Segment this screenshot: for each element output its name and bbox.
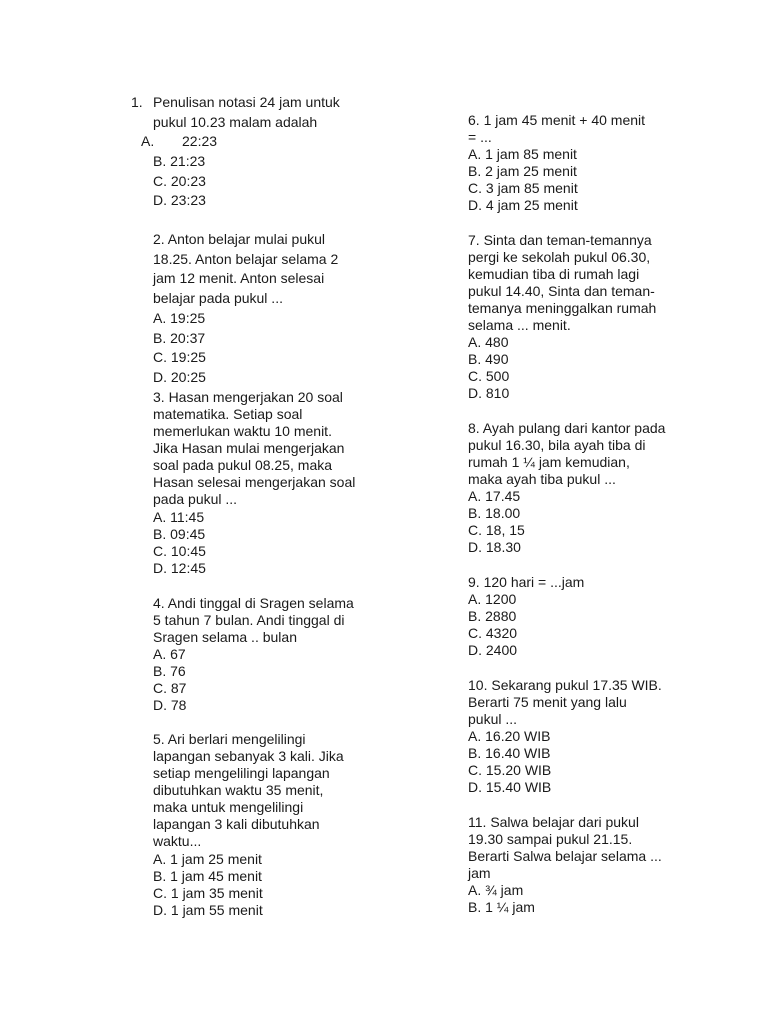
question-text: 4. Andi tinggal di Sragen selama: [153, 595, 354, 611]
question-text: lapangan 3 kali dibutuhkan: [153, 816, 320, 832]
question-text: maka untuk mengelilingi: [153, 799, 304, 815]
option-a: A. 1200: [468, 591, 517, 607]
option-d: D. 20:25: [153, 369, 206, 385]
option-d: D. 23:23: [153, 192, 206, 208]
question-text: 7. Sinta dan teman-temannya: [468, 232, 652, 248]
question-text: 19.30 sampai pukul 21.15.: [468, 831, 633, 847]
question-text: pada pukul ...: [153, 491, 238, 507]
option-b: B. 2880: [468, 608, 517, 624]
option-d: D. 2400: [468, 642, 518, 658]
question-text: pergi ke sekolah pukul 06.30,: [468, 249, 651, 265]
question-text: kemudian tiba di rumah lagi: [468, 266, 640, 282]
question-text: belajar pada pukul ...: [153, 290, 283, 306]
question-text: memerlukan waktu 10 menit.: [153, 423, 332, 439]
option-b: B. 09:45: [153, 526, 206, 542]
question-text: Jika Hasan mulai mengerjakan: [153, 440, 345, 456]
option-letter: A.: [141, 133, 155, 149]
question-text: 3. Hasan mengerjakan 20 soal: [153, 389, 343, 405]
question-text: dibutuhkan waktu 35 menit,: [153, 782, 324, 798]
option-d: D. 18.30: [468, 539, 521, 555]
option-c: C. 19:25: [153, 349, 206, 365]
question-text: Berarti Salwa belajar selama ...: [468, 848, 662, 864]
option-b: B. 18.00: [468, 505, 521, 521]
option-d: D. 810: [468, 385, 510, 401]
option-b: B. 76: [153, 663, 186, 679]
option-a: A. 11:45: [153, 509, 205, 525]
option-c: C. 10:45: [153, 543, 206, 559]
question-text: waktu...: [153, 833, 202, 849]
option-c: C. 15.20 WIB: [468, 762, 552, 778]
option-c: C. 18, 15: [468, 522, 525, 538]
option-a: A. ¾ jam: [468, 882, 524, 898]
question-text: 18.25. Anton belajar selama 2: [153, 251, 339, 267]
question-text: lapangan sebanyak 3 kali. Jika: [153, 748, 344, 764]
option-a: 22:23: [182, 133, 218, 149]
option-c: C. 87: [153, 680, 187, 696]
option-c: C. 20:23: [153, 173, 206, 189]
question-number: 1.: [131, 94, 143, 110]
option-a: A. 1 jam 85 menit: [468, 146, 577, 162]
question-text: = ...: [468, 129, 492, 145]
option-b: B. 20:37: [153, 330, 206, 346]
option-c: C. 1 jam 35 menit: [153, 885, 263, 901]
option-a: A. 480: [468, 334, 509, 350]
option-b: B. 1 jam 45 menit: [153, 868, 262, 884]
option-d: D. 1 jam 55 menit: [153, 902, 263, 918]
question-text: Sragen selama .. bulan: [153, 629, 297, 645]
option-a: A. 17.45: [468, 488, 521, 504]
question-text: temanya meninggalkan rumah: [468, 300, 657, 316]
question-text: setiap mengelilingi lapangan: [153, 765, 330, 781]
option-b: B. 2 jam 25 menit: [468, 163, 577, 179]
question-text: 2. Anton belajar mulai pukul: [153, 231, 325, 247]
option-a: A. 1 jam 25 menit: [153, 851, 262, 867]
option-c: C. 4320: [468, 625, 518, 641]
question-text: pukul 10.23 malam adalah: [153, 114, 318, 130]
question-text: rumah 1 ¼ jam kemudian,: [468, 454, 630, 470]
question-text: Penulisan notasi 24 jam untuk: [153, 94, 340, 110]
question-text: 8. Ayah pulang dari kantor pada: [468, 420, 666, 436]
question-text: pukul 14.40, Sinta dan teman-: [468, 283, 655, 299]
option-d: D. 4 jam 25 menit: [468, 197, 578, 213]
question-text: 10. Sekarang pukul 17.35 WIB.: [468, 677, 662, 693]
question-text: 5 tahun 7 bulan. Andi tinggal di: [153, 612, 345, 628]
option-d: D. 12:45: [153, 560, 206, 576]
question-text: 5. Ari berlari mengelilingi: [153, 731, 306, 747]
option-a: A. 67: [153, 646, 186, 662]
question-text: Hasan selesai mengerjakan soal: [153, 474, 356, 490]
option-a: A. 16.20 WIB: [468, 728, 551, 744]
option-b: B. 1 ¼ jam: [468, 899, 535, 915]
option-c: C. 3 jam 85 menit: [468, 180, 578, 196]
question-text: pukul 16.30, bila ayah tiba di: [468, 437, 646, 453]
question-text: pukul ...: [468, 711, 518, 727]
question-text: selama ... menit.: [468, 317, 571, 333]
question-text: Berarti 75 menit yang lalu: [468, 694, 627, 710]
question-text: soal pada pukul 08.25, maka: [153, 457, 333, 473]
option-c: C. 500: [468, 368, 510, 384]
question-text: jam 12 menit. Anton selesai: [153, 270, 325, 286]
option-b: B. 490: [468, 351, 509, 367]
question-text: matematika. Setiap soal: [153, 406, 303, 422]
option-d: D. 78: [153, 697, 187, 713]
option-b: B. 16.40 WIB: [468, 745, 551, 761]
option-a: A. 19:25: [153, 310, 206, 326]
option-b: B. 21:23: [153, 153, 206, 169]
question-text: jam: [468, 865, 491, 881]
question-text: 6. 1 jam 45 menit + 40 menit: [468, 112, 646, 128]
question-text: maka ayah tiba pukul ...: [468, 471, 616, 487]
question-text: 11. Salwa belajar dari pukul: [468, 814, 639, 830]
option-d: D. 15.40 WIB: [468, 779, 552, 795]
question-text: 9. 120 hari = ...jam: [468, 574, 585, 590]
